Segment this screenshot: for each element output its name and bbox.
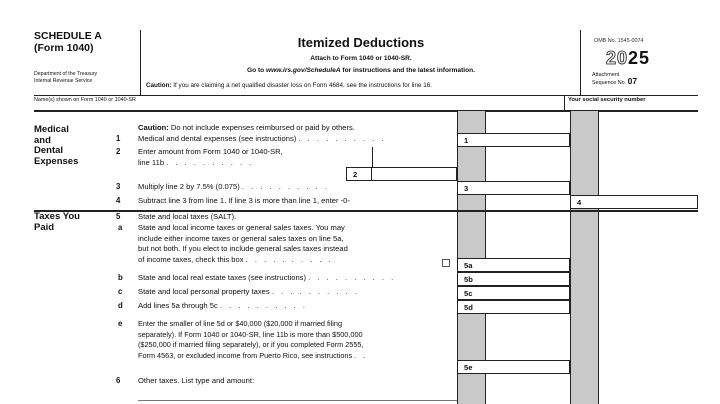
sales-tax-checkbox[interactable] — [442, 259, 450, 267]
line-2-dots: . . . . . . . . . . — [166, 157, 254, 167]
line-2-text-b: line 11b — [138, 157, 165, 167]
omb-number: OMB No. 1545-0074 — [594, 38, 644, 44]
line-5e-dots: . . — [354, 350, 368, 360]
line-5d-label: Add lines 5a through 5c — [138, 301, 218, 310]
line-1-dots: . . . . . . . . . . — [298, 134, 387, 143]
schedule-a-form — [34, 30, 698, 404]
line-5d-box-label: 5d — [464, 303, 473, 312]
tax-year — [606, 48, 650, 69]
line-3-number: 3 — [116, 182, 121, 191]
year-suffix: 25 — [628, 48, 651, 68]
line-5a-box-label: 5a — [464, 261, 473, 270]
line-4-number: 4 — [116, 196, 121, 205]
taxes-section-label — [34, 212, 80, 233]
goto-prefix: Go to — [246, 67, 267, 74]
caution-label: Caution: — [146, 82, 172, 89]
line-5e-input[interactable] — [457, 360, 570, 374]
line-2-box-label: 2 — [353, 170, 358, 179]
irs-name: Internal Revenue Service — [34, 77, 93, 84]
paid-word: Paid — [34, 221, 55, 233]
line-5a-text-1: State and local income taxes or general sales taxes. You may — [138, 223, 345, 232]
agency — [34, 71, 97, 84]
and-word: and — [34, 134, 51, 146]
header-divider-left — [140, 30, 141, 95]
line-3-dots: . . . . . . . . . . — [241, 182, 330, 191]
line-5c-dots: . . . . . . . . . . — [271, 287, 360, 296]
ssn-divider — [564, 95, 565, 110]
dept-treasury: Department of the Treasury — [34, 71, 98, 77]
form-number: (Form 1040) — [34, 42, 94, 54]
medical-section-rule — [34, 210, 698, 212]
line-5c-text — [138, 287, 359, 298]
line-2-text — [138, 147, 283, 168]
line-6-number: 6 — [116, 376, 121, 385]
sequence-label: Sequence No. — [592, 80, 628, 87]
line-5a-text-2: include either income taxes or general sales taxes on line 5a, — [138, 233, 344, 243]
line-5-number: 5 — [116, 212, 121, 221]
ssn-label: Your social security number — [568, 97, 646, 103]
attach-instruction: Attach to Form 1040 or 1040-SR. — [310, 55, 412, 62]
medical-caution — [138, 123, 355, 134]
line-5e-text-4: Form 4563, or excluded income from Puerto Rico, see instructions — [138, 350, 353, 360]
sequence-line — [592, 78, 637, 86]
instructions-link-line — [144, 67, 578, 74]
schedule-id — [34, 30, 102, 54]
line-2-text-b-row — [138, 158, 283, 169]
goto-suffix: for instructions and the latest information. — [340, 67, 475, 74]
line-5a-input[interactable] — [457, 258, 570, 272]
line-5b-box-label: 5b — [464, 275, 473, 284]
attachment-label: Attachment — [592, 72, 620, 78]
line-2-text-a: Enter amount from Form 1040 or 1040-SR, — [138, 147, 283, 156]
line-5a-text — [138, 223, 348, 265]
line-3-input[interactable] — [457, 181, 570, 195]
col-line-3 — [570, 111, 571, 404]
line-5a-text-3: but not both. If you elect to include general sales taxes instead — [138, 244, 348, 254]
line-3-box-label: 3 — [464, 184, 469, 193]
line-6-text: Other taxes. List type and amount: — [138, 376, 255, 385]
medical-caution-label: Caution: — [138, 123, 169, 132]
line-5e-box-label: 5e — [464, 363, 473, 372]
line-5a-dots: . . . . . . . . . . — [245, 254, 334, 264]
line-5e-text-4-row — [138, 351, 368, 362]
instructions-url[interactable]: www.irs.gov/ScheduleA — [266, 67, 341, 74]
schedule-name: SCHEDULE A — [34, 30, 102, 42]
line-5b-input[interactable] — [457, 272, 570, 286]
line-5b-dots: . . . . . . . . . . — [308, 273, 396, 282]
year-prefix: 20 — [606, 48, 629, 68]
line-4-input[interactable] — [570, 195, 698, 209]
line-2-number: 2 — [116, 147, 121, 156]
line-1-box-label: 1 — [464, 136, 469, 145]
line-5-text: State and local taxes (SALT). — [138, 212, 237, 221]
line-5d-dots: . . . . . . . . . . — [219, 301, 308, 310]
attachment-sequence — [592, 72, 637, 87]
line-5e-text-3: ($250,000 if married filing separately), or if you completed Form 2555, — [138, 340, 364, 350]
line-5e-letter: e — [118, 319, 123, 328]
line-1-number: 1 — [116, 134, 121, 143]
form-title: Itemized Deductions — [297, 35, 425, 50]
line-4-box-label: 4 — [577, 198, 582, 207]
caution-text: If you are claiming a net qualified disaster loss on Form 4684, see the instructions for line 16. — [171, 82, 432, 89]
line-5d-letter: d — [118, 301, 123, 310]
line-5a-text-4: of income taxes, check this box — [138, 254, 244, 264]
line-1-input[interactable] — [457, 133, 570, 147]
line-5b-text — [138, 273, 396, 284]
medical-section-label — [34, 125, 78, 167]
dental-word: Dental — [34, 145, 64, 157]
medical-word: Medical — [34, 124, 69, 135]
medical-caution-text: Do not include expenses reimbursed or paid by others. — [168, 123, 355, 132]
line-5c-input[interactable] — [457, 286, 570, 300]
line-5e-text-2: separately). If Form 1040 or 1040-SR, line 11b is more than $500,000 — [138, 329, 363, 339]
line-1-text — [138, 134, 386, 145]
line-3-text — [138, 182, 329, 193]
line-5b-letter: b — [118, 273, 123, 282]
line-5a-text-4-row — [138, 255, 348, 266]
line-5e-text — [138, 319, 368, 361]
line-4-text: Subtract line 3 from line 1. If line 3 is more than line 1, enter -0- — [138, 196, 350, 205]
line-5d-text — [138, 301, 308, 312]
header-bottom-rule — [34, 95, 698, 96]
line-2-label-box — [346, 167, 372, 181]
header-caution — [146, 82, 432, 89]
taxes-you-word: Taxes You — [34, 211, 80, 222]
line-3-label: Multiply line 2 by 7.5% (0.075) — [138, 182, 240, 191]
line-6-entry-line[interactable] — [138, 400, 457, 401]
line-5b-label: State and local real estate taxes (see instructions) — [138, 273, 306, 282]
outer-amount-shade — [570, 111, 598, 404]
line-5a-letter: a — [118, 223, 123, 232]
header-divider-right — [580, 30, 581, 95]
names-label: Name(s) shown on Form 1040 or 1040-SR — [34, 97, 136, 103]
line-5c-label: State and local personal property taxes — [138, 287, 270, 296]
line-5c-box-label: 5c — [464, 289, 473, 298]
col-line-4 — [598, 111, 599, 404]
line-1-label: Medical and dental expenses (see instructions) — [138, 134, 297, 143]
line-2-input[interactable] — [372, 167, 457, 181]
line-5c-letter: c — [118, 287, 123, 296]
sequence-number: 07 — [627, 76, 638, 87]
line-5e-text-1: Enter the smaller of line 5d or $40,000 ($20,000 if married filing — [138, 319, 343, 328]
line-5d-input[interactable] — [457, 300, 570, 314]
expenses-word: Expenses — [34, 155, 79, 167]
